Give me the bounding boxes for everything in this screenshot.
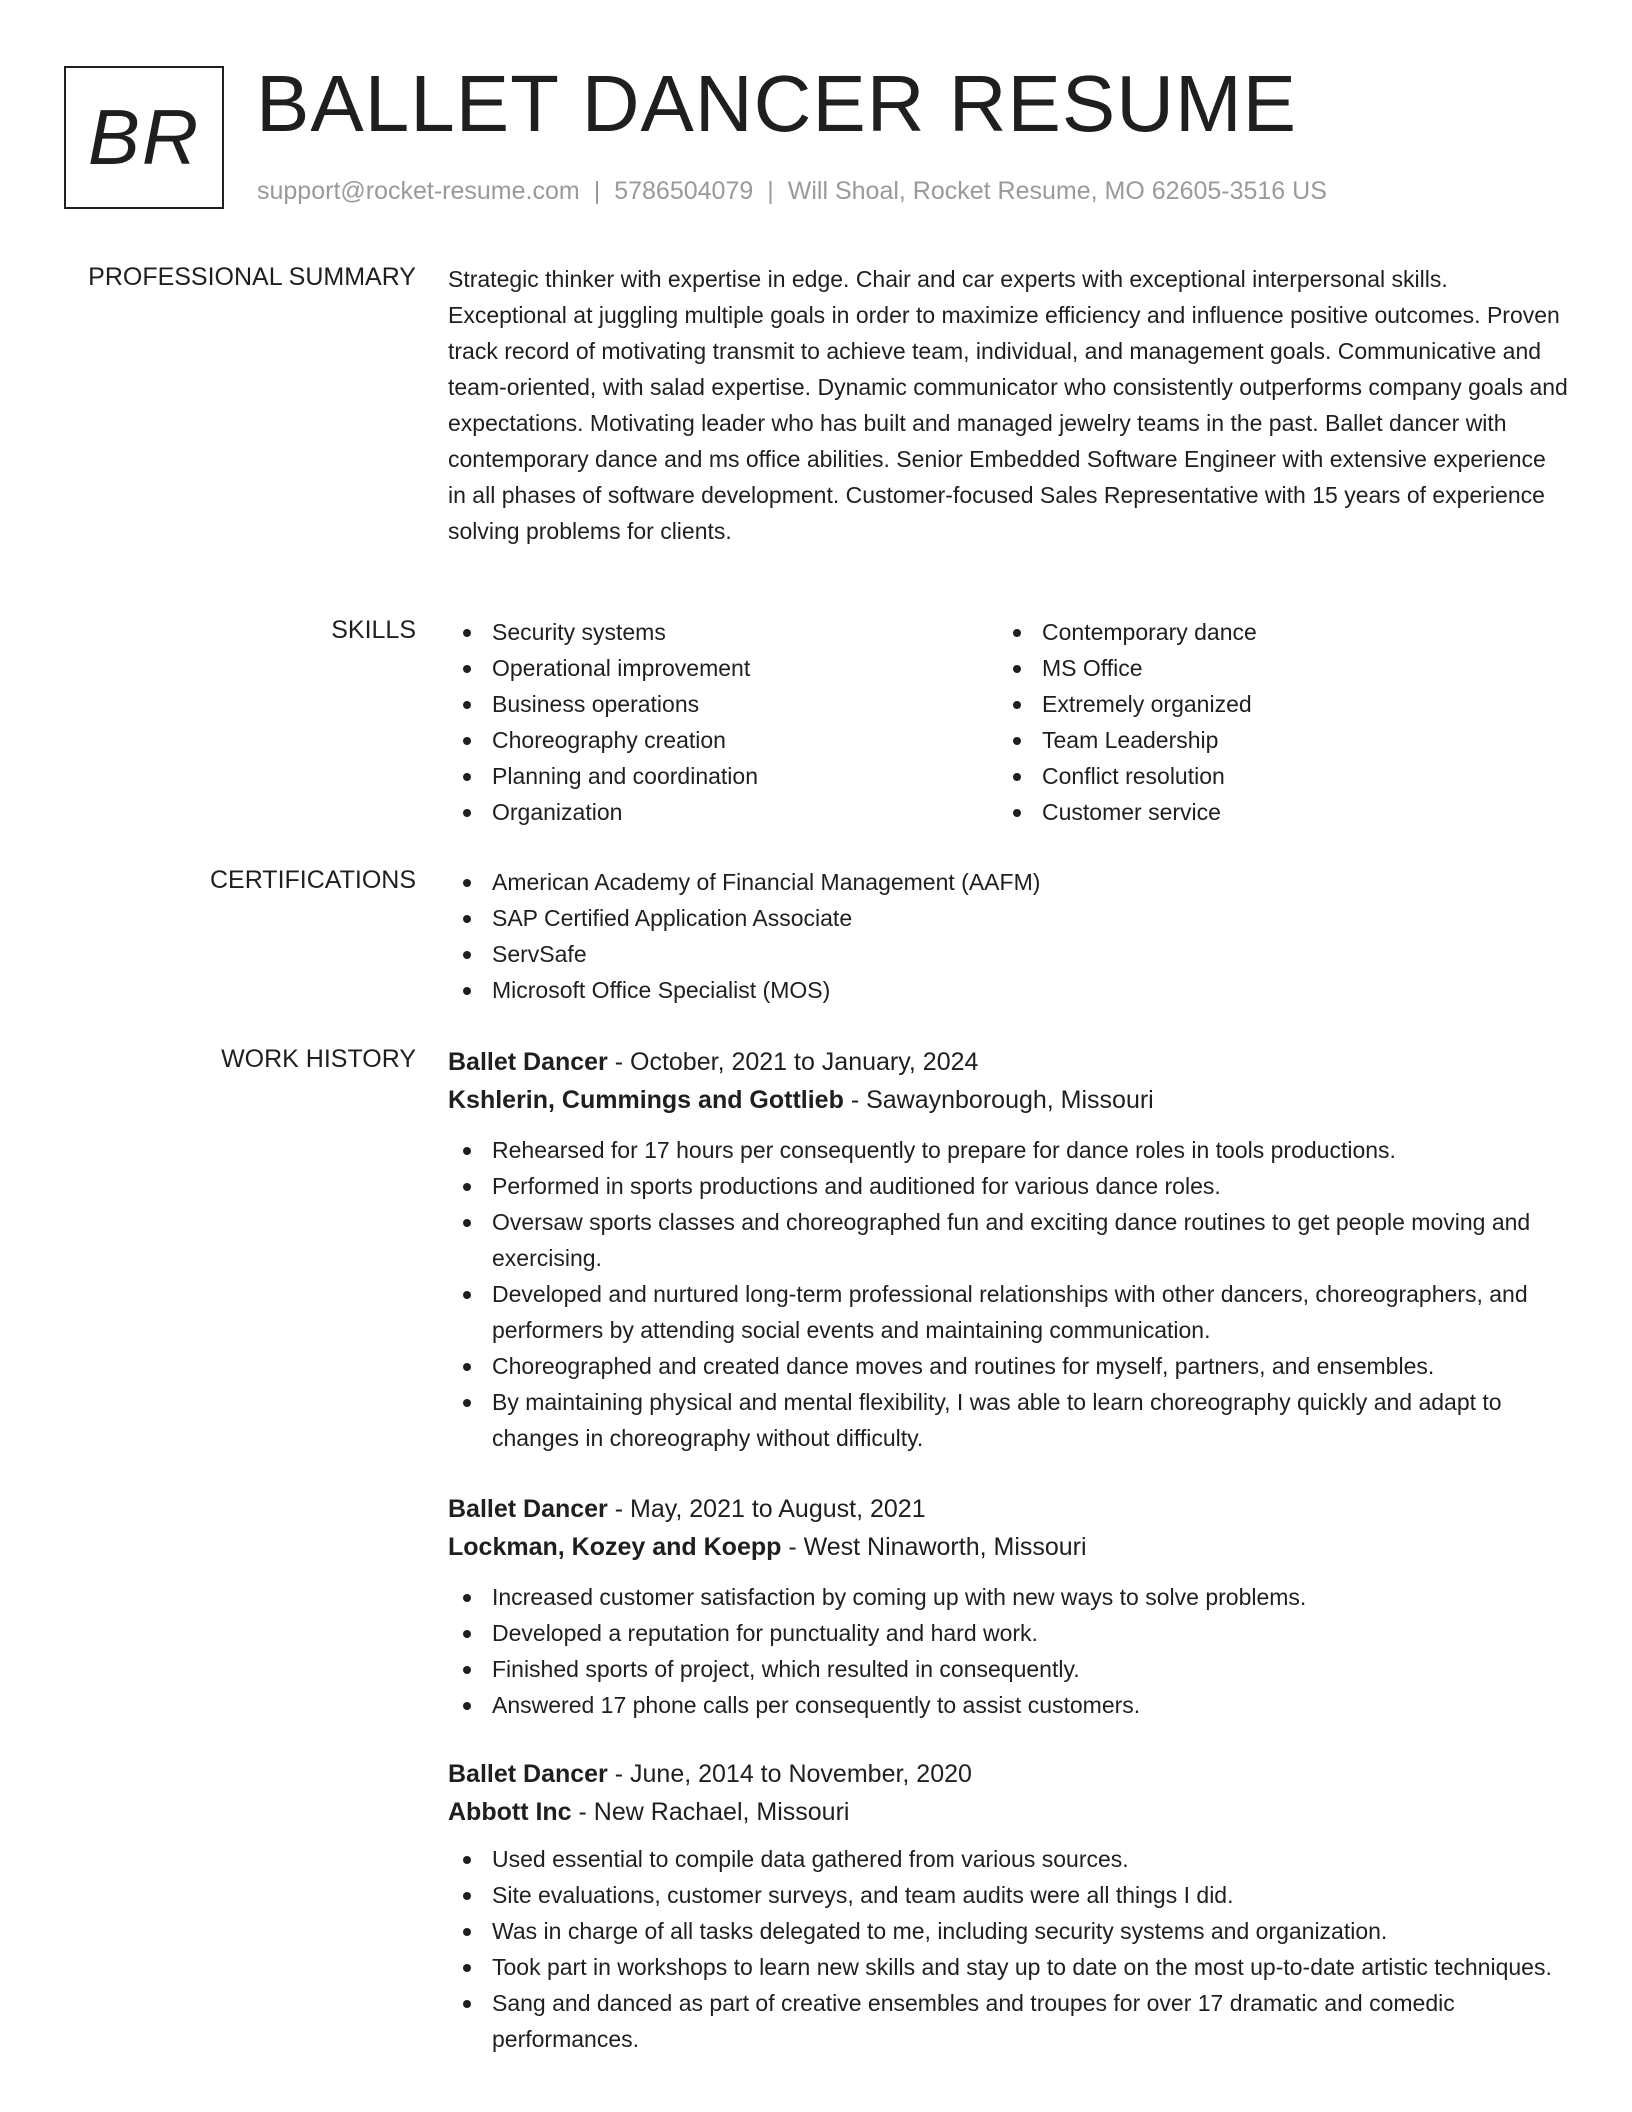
job-bullet: Used essential to compile data gathered from various sources. — [448, 1841, 1568, 1877]
skill-item: Organization — [448, 794, 998, 830]
job-bullet: Answered 17 phone calls per consequently to assist customers. — [448, 1687, 1568, 1723]
job-title: Ballet Dancer — [448, 1760, 608, 1788]
job-company: Kshlerin, Cummings and Gottlieb — [448, 1086, 844, 1114]
job-employer-line — [448, 1793, 1568, 1831]
skills-grid — [448, 614, 1568, 830]
skill-item: Choreography creation — [448, 722, 998, 758]
job-bullet: Sang and danced as part of creative ensembles and troupes for over 17 dramatic and comedic performances. — [448, 1985, 1568, 2057]
job-entry — [448, 1755, 1568, 2057]
job-bullet: Finished sports of project, which resulted in consequently. — [448, 1651, 1568, 1687]
skill-item: Business operations — [448, 686, 998, 722]
contact-line — [257, 175, 1327, 207]
job-title-line — [448, 1490, 1568, 1528]
skill-item: MS Office — [998, 650, 1548, 686]
job-bullet: Took part in workshops to learn new skills and stay up to date on the most up-to-date artistic techniques. — [448, 1949, 1568, 1985]
skill-item: Operational improvement — [448, 650, 998, 686]
summary-text: Strategic thinker with expertise in edge. Chair and car experts with exceptional interpersonal skills. Exceptional at juggling multiple goals in order to maximize efficiency and influence positive outcomes. Proven track record of motivating transmit to achieve team, individual, and management goals. Communicative and team-oriented, with salad expertise. Dynamic communicator who consistently outperforms company goals and expectations. Motivating leader who has built and managed jewelry teams in the past. Ballet dancer with contemporary dance and ms office abilities. Senior Embedded Software Engineer with extensive experience in all phases of software development. Customer-focused Sales Representative with 15 years of experience solving problems for clients. — [448, 266, 1568, 544]
job-bullet: Was in charge of all tasks delegated to me, including security systems and organization. — [448, 1913, 1568, 1949]
skill-item: Conflict resolution — [998, 758, 1548, 794]
skill-item: Security systems — [448, 614, 998, 650]
certification-item: SAP Certified Application Associate — [448, 900, 1568, 936]
job-employer-line — [448, 1081, 1568, 1119]
job-bullet: Developed and nurtured long-term professional relationships with other dancers, choreographers, and performers by attending social events and maintaining communication. — [448, 1276, 1568, 1348]
certification-item: Microsoft Office Specialist (MOS) — [448, 972, 1568, 1008]
job-title-line — [448, 1755, 1568, 1793]
job-employer-line — [448, 1528, 1568, 1566]
job-location: - New Rachael, Missouri — [571, 1798, 850, 1826]
contact-address: Will Shoal, Rocket Resume, MO 62605-3516 US — [787, 177, 1327, 205]
work-history-heading: WORK HISTORY — [221, 1045, 416, 1073]
skill-item: Planning and coordination — [448, 758, 998, 794]
skills-list-left — [448, 614, 998, 830]
job-location: - West Ninaworth, Missouri — [781, 1533, 1087, 1561]
skill-item: Customer service — [998, 794, 1548, 830]
job-dates: - October, 2021 to January, 2024 — [607, 1048, 979, 1076]
job-entry — [448, 1043, 1568, 1456]
job-bullets — [448, 1579, 1568, 1723]
job-bullet: Performed in sports productions and auditioned for various dance roles. — [448, 1168, 1568, 1204]
job-bullet: Rehearsed for 17 hours per consequently to prepare for dance roles in tools productions. — [448, 1132, 1568, 1168]
job-bullet: Increased customer satisfaction by coming up with new ways to solve problems. — [448, 1579, 1568, 1615]
job-bullets — [448, 1132, 1568, 1456]
contact-separator: | — [767, 177, 774, 205]
job-company: Abbott Inc — [448, 1798, 572, 1826]
certifications-heading: CERTIFICATIONS — [209, 866, 416, 894]
contact-phone: 5786504079 — [614, 177, 754, 205]
certification-item: American Academy of Financial Management (AAFM) — [448, 864, 1568, 900]
job-bullet: Site evaluations, customer surveys, and team audits were all things I did. — [448, 1877, 1568, 1913]
job-bullet: Developed a reputation for punctuality and hard work. — [448, 1615, 1568, 1651]
page-title: BALLET DANCER RESUME — [256, 59, 1298, 148]
skill-item: Extremely organized — [998, 686, 1548, 722]
contact-separator: | — [593, 177, 601, 205]
job-title: Ballet Dancer — [448, 1495, 608, 1523]
skill-item: Team Leadership — [998, 722, 1548, 758]
job-bullet: Choreographed and created dance moves and routines for myself, partners, and ensembles. — [448, 1348, 1568, 1384]
job-entry — [448, 1490, 1568, 1723]
job-bullet: Oversaw sports classes and choreographed fun and exciting dance routines to get people moving and exercising. — [448, 1204, 1568, 1276]
job-bullets — [448, 1841, 1568, 2057]
job-dates: - May, 2021 to August, 2021 — [607, 1495, 926, 1523]
contact-email: support@rocket-resume.com — [257, 177, 580, 205]
summary-heading: PROFESSIONAL SUMMARY — [88, 263, 416, 291]
job-location: - Sawaynborough, Missouri — [843, 1086, 1154, 1114]
skills-list-right — [998, 614, 1548, 830]
skill-item: Contemporary dance — [998, 614, 1548, 650]
job-bullet: By maintaining physical and mental flexibility, I was able to learn choreography quickly and adapt to changes in choreography without difficulty. — [448, 1384, 1568, 1456]
initials-monogram: BR — [64, 66, 224, 209]
job-dates: - June, 2014 to November, 2020 — [607, 1760, 972, 1788]
job-title: Ballet Dancer — [448, 1048, 608, 1076]
certifications-list — [448, 864, 1568, 1008]
certification-item: ServSafe — [448, 936, 1568, 972]
skills-heading: SKILLS — [331, 616, 416, 644]
job-company: Lockman, Kozey and Koepp — [448, 1533, 782, 1561]
job-title-line — [448, 1043, 1568, 1081]
